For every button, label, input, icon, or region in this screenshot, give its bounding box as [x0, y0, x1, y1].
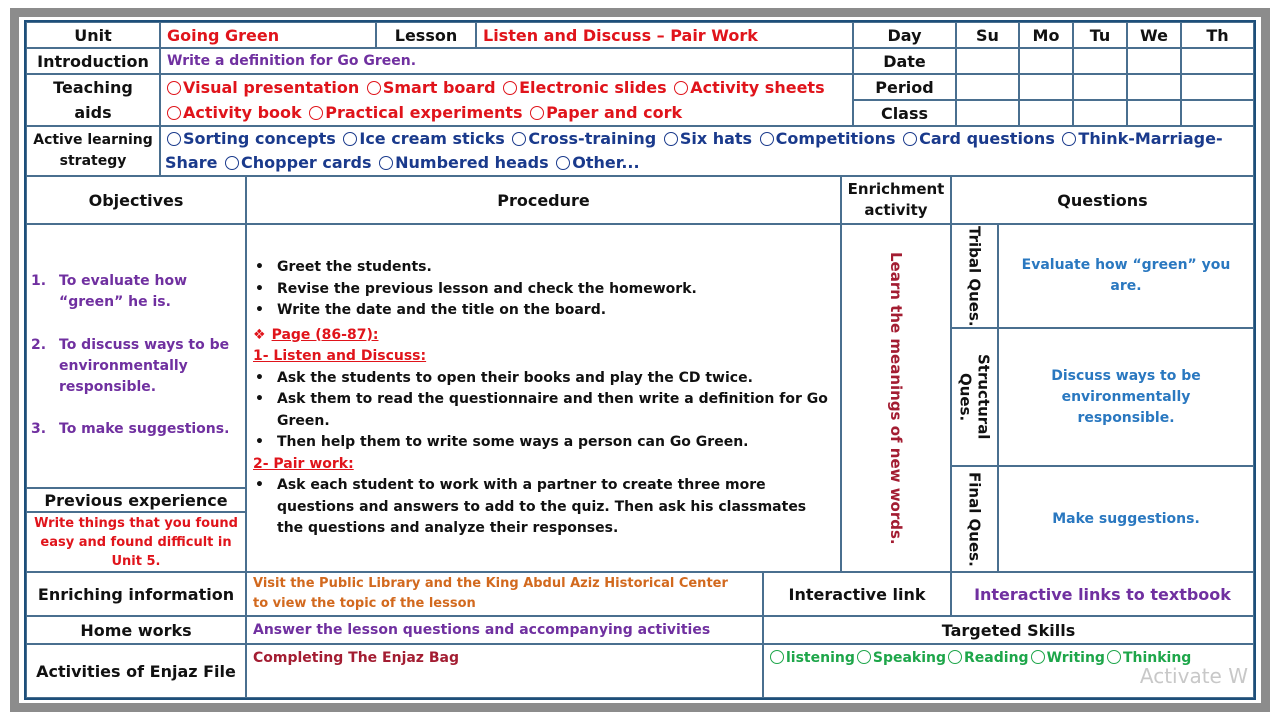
- previous-experience-line1: Write things that you found: [34, 515, 238, 531]
- objective-2-line1: To discuss ways to be: [59, 337, 230, 353]
- active-learning-label: [26, 126, 160, 176]
- class-cell-th: [1181, 100, 1254, 126]
- aid-activity-sheets: Activity sheets: [690, 78, 825, 97]
- questions-header: Questions: [951, 176, 1254, 224]
- strategy-competitions: Competitions: [775, 129, 896, 148]
- skill-listening: listening: [786, 650, 855, 666]
- procedure-content: [249, 257, 832, 540]
- period-cell-tu: [1073, 74, 1127, 100]
- objective-item: [31, 419, 229, 440]
- active-learning-label-line1: Active learning: [33, 132, 153, 148]
- teaching-aids-row1: [165, 75, 825, 100]
- day-su: Su: [956, 22, 1019, 48]
- radio-circle-icon[interactable]: [309, 106, 323, 120]
- strategy-ice-cream-sticks: Ice cream sticks: [359, 129, 505, 148]
- active-learning-label-line2: strategy: [59, 153, 127, 169]
- objective-number: 1.: [31, 273, 47, 289]
- aid-visual-presentation: Visual presentation: [183, 78, 360, 97]
- enjaz-value: Completing The Enjaz Bag: [246, 644, 763, 698]
- enrichment-header-line1: Enrichment: [847, 180, 945, 198]
- enriching-information-line1: Visit the Public Library and the King Abdul Aziz Historical Center: [253, 576, 728, 591]
- structural-question-label: Structural Ques.: [956, 354, 993, 440]
- teaching-aids-label-line2: aids: [74, 103, 112, 122]
- radio-circle-icon[interactable]: [167, 81, 181, 95]
- radio-circle-icon[interactable]: [167, 132, 181, 146]
- aid-paper-and-cork: Paper and cork: [546, 103, 683, 122]
- structural-question-text: Discuss ways to be environmentally responsible.: [998, 328, 1254, 466]
- strategy-think-marriage: Think-Marriage-: [1078, 129, 1223, 148]
- period-label: Period: [853, 74, 956, 100]
- procedure-step: • Ask each student to work with a partner to create three more questions and answers to add to the quiz. Then ask his classmates the questions and analyze their responses.: [249, 475, 832, 540]
- skill-thinking: Thinking: [1122, 650, 1192, 666]
- skill-speaking: Speaking: [872, 650, 947, 666]
- interactive-link-label: Interactive link: [763, 572, 951, 616]
- final-question-label: Final Ques.: [965, 471, 984, 567]
- date-cell-tu: [1073, 48, 1127, 74]
- radio-circle-icon[interactable]: [530, 106, 544, 120]
- radio-circle-icon[interactable]: [760, 132, 774, 146]
- active-learning-options: [160, 126, 1254, 176]
- previous-experience-line2: easy and found difficult in: [40, 534, 232, 550]
- previous-experience-label: Previous experience: [26, 488, 246, 512]
- lesson-label: Lesson: [376, 22, 476, 48]
- home-works-value: Answer the lesson questions and accompanying activities: [246, 616, 763, 644]
- home-works-label: Home works: [26, 616, 246, 644]
- previous-experience-line3: Unit 5.: [111, 553, 161, 569]
- day-mo: Mo: [1019, 22, 1073, 48]
- enrichment-cell: [841, 224, 951, 572]
- procedure-cell: [246, 224, 841, 572]
- question-type-cell: [951, 224, 998, 328]
- strategy-cross-training: Cross-training: [528, 129, 657, 148]
- teaching-aids-options: [160, 74, 853, 126]
- lesson-value: Listen and Discuss – Pair Work: [476, 22, 853, 48]
- procedure-page: [249, 325, 832, 347]
- radio-circle-icon[interactable]: [674, 81, 688, 95]
- enrichment-text: Learn the meanings of new words.: [887, 251, 905, 545]
- date-cell-we: [1127, 48, 1181, 74]
- procedure-step: • Write the date and the title on the board.: [249, 300, 832, 322]
- strategy-chopper-cards: Chopper cards: [241, 153, 372, 172]
- procedure-step: • Greet the students.: [249, 257, 832, 279]
- objectives-cell: [26, 224, 246, 488]
- teaching-aids-label-line1: Teaching: [53, 78, 133, 97]
- objectives-header: Objectives: [26, 176, 246, 224]
- enrichment-header-line2: activity: [864, 201, 928, 219]
- objectives-list: [31, 271, 229, 440]
- procedure-section2-list: [249, 475, 832, 540]
- radio-circle-icon[interactable]: [225, 156, 239, 170]
- radio-circle-icon[interactable]: [556, 156, 570, 170]
- procedure-step: • Then help them to write some ways a person can Go Green.: [249, 432, 832, 454]
- period-cell-th: [1181, 74, 1254, 100]
- objective-item: [31, 271, 229, 313]
- aid-smart-board: Smart board: [382, 78, 496, 97]
- previous-experience-value: [26, 512, 246, 572]
- introduction-label: Introduction: [26, 48, 160, 74]
- radio-circle-icon[interactable]: [343, 132, 357, 146]
- radio-circle-icon[interactable]: [948, 650, 962, 664]
- radio-circle-icon[interactable]: [1107, 650, 1121, 664]
- procedure-step: • Ask the students to open their books and play the CD twice.: [249, 368, 832, 390]
- enjaz-label: Activities of Enjaz File: [26, 644, 246, 698]
- day-th: Th: [1181, 22, 1254, 48]
- section2-title: 2- Pair work:: [253, 455, 354, 472]
- strategy-card-questions: Card questions: [919, 129, 1055, 148]
- radio-circle-icon[interactable]: [903, 132, 917, 146]
- diamond-bullet-icon: ❖: [253, 326, 266, 343]
- date-label: Date: [853, 48, 956, 74]
- procedure-step: • Revise the previous lesson and check the homework.: [249, 279, 832, 301]
- class-cell-mo: [1019, 100, 1073, 126]
- enrichment-header: [841, 176, 951, 224]
- question-type-cell: [951, 328, 998, 466]
- procedure-section1-list: [249, 368, 832, 454]
- strategy-sorting-concepts: Sorting concepts: [183, 129, 336, 148]
- tribal-question-text: Evaluate how “green” you are.: [998, 224, 1254, 328]
- activate-windows-watermark: Activate W: [1139, 664, 1248, 688]
- procedure-header: Procedure: [246, 176, 841, 224]
- page-frame: [10, 8, 1270, 712]
- radio-circle-icon[interactable]: [857, 650, 871, 664]
- question-type-cell: [951, 466, 998, 572]
- skill-writing: Writing: [1046, 650, 1105, 666]
- strategy-six-hats: Six hats: [679, 129, 753, 148]
- objective-item: [31, 335, 229, 398]
- day-we: We: [1127, 22, 1181, 48]
- objective-number: 3.: [31, 421, 47, 437]
- date-cell-mo: [1019, 48, 1073, 74]
- strategy-share-prefix: Share: [165, 153, 218, 172]
- interactive-link-value[interactable]: Interactive links to textbook: [951, 572, 1254, 616]
- active-learning-row2: [165, 151, 640, 175]
- lesson-plan-table: [24, 20, 1256, 700]
- class-label: Class: [853, 100, 956, 126]
- enriching-information-line2: to view the topic of the lesson: [253, 596, 476, 611]
- radio-circle-icon[interactable]: [1031, 650, 1045, 664]
- radio-circle-icon[interactable]: [770, 650, 784, 664]
- procedure-step: • Ask them to read the questionnaire and then write a definition for Go Green.: [249, 389, 832, 432]
- teaching-aids-row2: [165, 100, 682, 125]
- objective-1-line2: “green” he is.: [59, 294, 171, 310]
- unit-label: Unit: [26, 22, 160, 48]
- period-cell-su: [956, 74, 1019, 100]
- strategy-numbered-heads: Numbered heads: [395, 153, 549, 172]
- teaching-aids-label: [26, 74, 160, 126]
- date-cell-su: [956, 48, 1019, 74]
- date-cell-th: [1181, 48, 1254, 74]
- day-label: Day: [853, 22, 956, 48]
- enriching-information-label: Enriching information: [26, 572, 246, 616]
- class-cell-tu: [1073, 100, 1127, 126]
- aid-activity-book: Activity book: [183, 103, 302, 122]
- objective-3-line1: To make suggestions.: [59, 421, 230, 437]
- radio-circle-icon[interactable]: [367, 81, 381, 95]
- section1-title: 1- Listen and Discuss:: [253, 348, 427, 364]
- period-cell-we: [1127, 74, 1181, 100]
- final-question-text: Make suggestions.: [998, 466, 1254, 572]
- procedure-intro-list: [249, 257, 832, 322]
- introduction-value: Write a definition for Go Green.: [160, 48, 853, 74]
- radio-circle-icon[interactable]: [379, 156, 393, 170]
- day-tu: Tu: [1073, 22, 1127, 48]
- radio-circle-icon[interactable]: [1062, 132, 1076, 146]
- skill-reading: Reading: [964, 650, 1029, 666]
- aid-practical-experiments: Practical experiments: [325, 103, 523, 122]
- objective-2-line2: environmentally: [59, 358, 188, 374]
- tribal-question-label: Tribal Ques.: [965, 225, 984, 327]
- objective-number: 2.: [31, 337, 47, 353]
- unit-value: Going Green: [160, 22, 376, 48]
- class-cell-su: [956, 100, 1019, 126]
- objective-2-line3: responsible.: [59, 379, 157, 395]
- radio-circle-icon[interactable]: [167, 106, 181, 120]
- strategy-other: Other...: [572, 153, 640, 172]
- objective-1-line1: To evaluate how: [59, 273, 188, 289]
- period-cell-mo: [1019, 74, 1073, 100]
- enriching-information-value: [246, 572, 763, 616]
- active-learning-row1: [165, 127, 1223, 151]
- procedure-page-text: Page (86-87):: [271, 326, 379, 343]
- aid-electronic-slides: Electronic slides: [519, 78, 667, 97]
- radio-circle-icon[interactable]: [512, 132, 526, 146]
- class-cell-we: [1127, 100, 1181, 126]
- radio-circle-icon[interactable]: [664, 132, 678, 146]
- targeted-skills-label: Targeted Skills: [763, 616, 1254, 644]
- radio-circle-icon[interactable]: [503, 81, 517, 95]
